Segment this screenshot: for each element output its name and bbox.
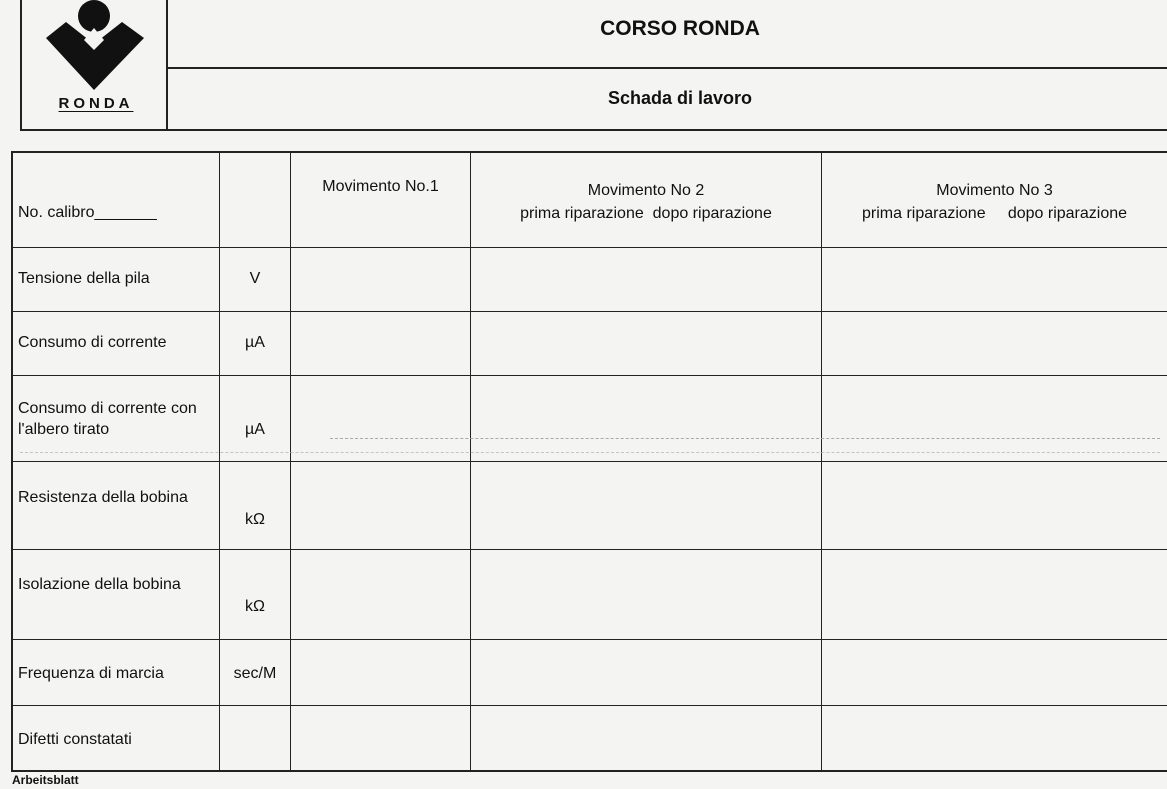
table-row-line (11, 375, 1167, 376)
movimento-3-subheader: prima riparazione dopo riparazione (861, 205, 1128, 222)
row-unit: sec/M (233, 665, 277, 682)
table-border-bottom (11, 770, 1167, 772)
table-row-line (11, 639, 1167, 640)
page-subtitle: Schada di lavoro (607, 88, 753, 108)
row-label: Isolazione della bobina (18, 576, 181, 593)
row-label: Difetti constatati (18, 731, 132, 748)
row-label: Consumo di corrente (18, 334, 167, 351)
row-label: Consumo di corrente con l'albero tirato (18, 400, 197, 438)
movimento-2-header: Movimento No 2 (587, 182, 705, 199)
scan-noise-line (20, 452, 1160, 453)
header-divider-horizontal (168, 67, 1167, 69)
ronda-logo (0, 0, 166, 128)
footer-label: Arbeitsblatt (12, 773, 79, 787)
row-label: Frequenza di marcia (18, 665, 164, 682)
table-row-line (11, 705, 1167, 706)
page-title: CORSO RONDA (600, 17, 760, 40)
row-unit: µA (245, 334, 265, 351)
movimento-1-header: Movimento No.1 (322, 178, 439, 195)
table-row-line (11, 549, 1167, 550)
movimento-3-header: Movimento No 3 (936, 182, 1053, 199)
row-unit: kΩ (245, 598, 265, 615)
row-unit: kΩ (245, 511, 265, 528)
movimento-2-subheader: prima riparazione dopo riparazione (520, 205, 772, 222)
row-label: Tensione della pila (18, 270, 150, 287)
calibro-label: No. calibro_______ (18, 204, 157, 221)
scan-noise-line (330, 438, 1160, 439)
header-bottom-border (20, 129, 1167, 131)
logo-text: RONDA (58, 95, 134, 112)
row-unit: µA (245, 421, 265, 438)
row-label: Resistenza della bobina (18, 489, 188, 506)
table-row-line (11, 247, 1167, 248)
header-divider-vertical (166, 0, 168, 130)
table-row-line (11, 461, 1167, 462)
table-border-top (11, 151, 1167, 153)
table-row-line (11, 311, 1167, 312)
row-unit: V (249, 270, 261, 287)
logo-mark-icon (0, 0, 166, 100)
